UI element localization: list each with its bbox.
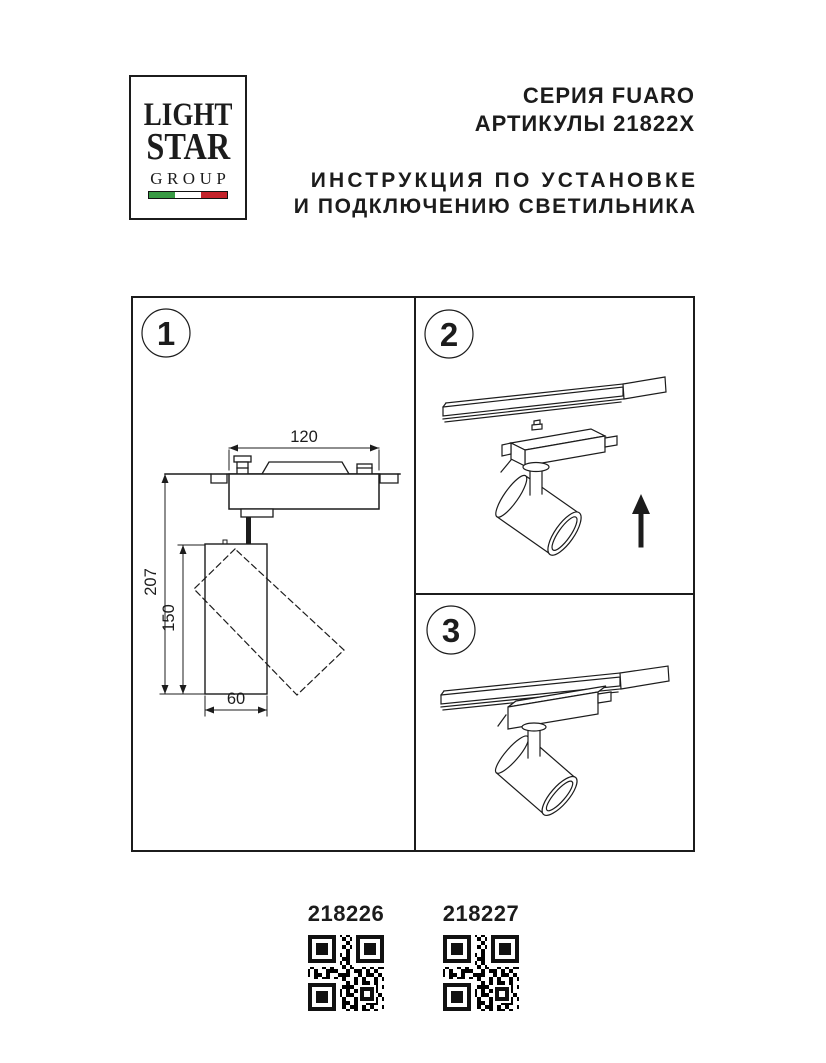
- qr-code-right: [441, 933, 521, 1013]
- dim-label-207: 207: [142, 568, 160, 596]
- figure-step-3: [416, 595, 694, 850]
- qr-code-left: [306, 933, 386, 1013]
- figure-grid: [131, 296, 695, 852]
- step-2-number: 2: [439, 316, 459, 353]
- series-title: СЕРИЯ FUARO: [522, 83, 695, 108]
- track-rail-perspective: [443, 377, 666, 422]
- dim-label-150: 150: [160, 604, 178, 632]
- track-adapter-side-view: [229, 456, 379, 544]
- instruction-title-line1: ИНСТРУКЦИЯ ПО УСТАНОВКЕ: [310, 169, 699, 192]
- logo-word-group: GROUP: [150, 169, 231, 188]
- logo-word-light: LIGHT: [143, 97, 233, 133]
- step-3-number: 3: [441, 612, 461, 649]
- articles-title: АРТИКУЛЫ 21822X: [474, 111, 695, 136]
- lamp-body-side-view: [194, 540, 344, 695]
- header-series-block: [475, 82, 695, 138]
- dimension-body-height: [160, 545, 205, 694]
- figure-step-2: [416, 298, 694, 593]
- italian-flag-bar: [148, 191, 228, 199]
- figure-step-1: [133, 298, 414, 850]
- up-arrow: [632, 494, 650, 545]
- dim-label-60: 60: [226, 690, 246, 708]
- instruction-title: [293, 168, 699, 220]
- track-adapter-perspective: [501, 420, 617, 472]
- step-1-number: 1: [156, 315, 176, 352]
- dim-label-120: 120: [290, 428, 318, 446]
- logo-word-star: STAR: [146, 126, 230, 168]
- dimension-overall-height: [142, 474, 169, 694]
- instruction-title-line2: И ПОДКЛЮЧЕНИЮ СВЕТИЛЬНИКА: [293, 195, 697, 218]
- article-number-right: 218227: [442, 901, 520, 926]
- lightstar-logo: [129, 75, 247, 220]
- flag-white-stripe: [175, 192, 201, 198]
- article-number-left: 218226: [307, 901, 385, 926]
- flag-green-stripe: [149, 192, 175, 198]
- flag-red-stripe: [201, 192, 227, 198]
